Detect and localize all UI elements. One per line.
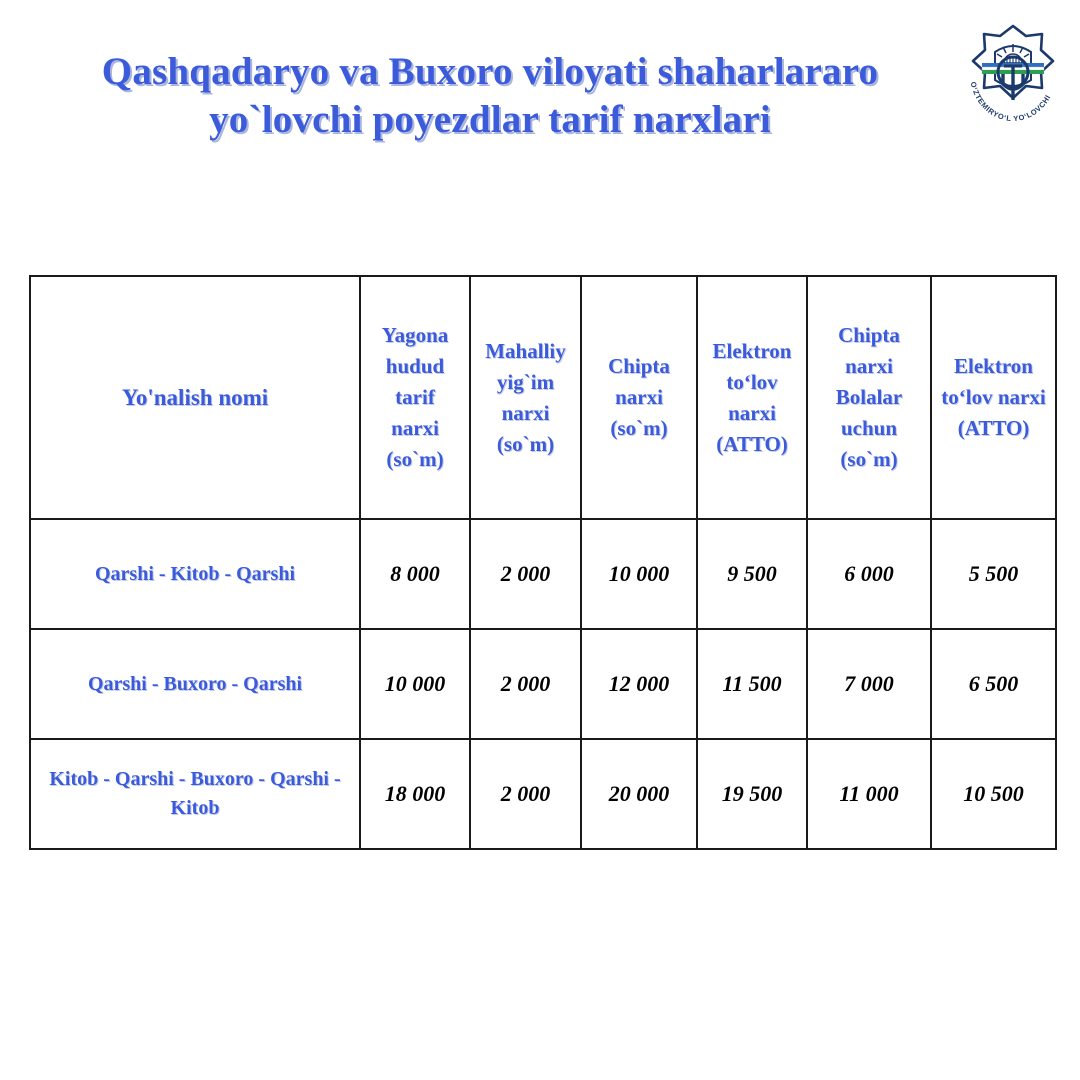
value-elektron-bolalar: 6 500 [931,629,1056,739]
route-name: Qarshi - Buxoro - Qarshi [30,629,360,739]
col-header-elektron2-l2: to‘lov narxi [941,385,1046,409]
col-header-elektron-tolov-atto [697,276,807,519]
table-body [30,519,1056,849]
svg-text:O‘ZTEMIRYO‘L YO‘LOVCHI: O‘ZTEMIRYO‘L YO‘LOVCHI [968,80,1053,124]
value-chipta-narxi: 12 000 [581,629,697,739]
value-elektron-tolov: 9 500 [697,519,807,629]
uzbekistan-railways-logo [960,16,1066,128]
value-mahalliy-yigim: 2 000 [470,629,581,739]
table-header [30,276,1056,519]
col-header-bolalar-l2: narxi [845,354,893,378]
col-header-elektron2-l3: (ATTO) [957,416,1030,440]
col-header-mahalliy-l4: (so`m) [496,431,555,456]
page-title-line-2: yo`lovchi poyezdlar tarif narxlari [209,98,771,141]
col-header-yagona-l1: Yagona [381,323,449,347]
col-header-elektron-bolalar-atto [931,276,1056,519]
value-chipta-narxi: 20 000 [581,739,697,849]
col-header-elektron-l4: (ATTO) [716,431,788,456]
col-header-chipta-l2: narxi [615,385,663,409]
col-header-yagona-l5: (so`m) [386,447,444,471]
col-header-bolalar-l4: uchun [840,416,898,440]
page-title-line-1: Qashqadaryo va Buxoro viloyati shaharlararo [101,50,879,93]
page-title [40,48,940,144]
col-header-mahalliy-l2: yig`im [496,369,555,394]
value-chipta-narxi: 10 000 [581,519,697,629]
col-header-mahalliy-l3: narxi [501,400,550,425]
value-elektron-tolov: 11 500 [697,629,807,739]
col-header-mahalliy-yigim [470,276,581,519]
col-header-yagona-l3: tarif [395,385,435,409]
col-header-yagona-l2: hudud [385,354,445,378]
table-row [30,629,1056,739]
col-header-elektron2-l1: Elektron [954,354,1033,378]
value-chipta-bolalar: 11 000 [807,739,931,849]
col-header-chipta-l1: Chipta [608,354,670,378]
value-yagona-hudud-tarif: 18 000 [360,739,470,849]
value-elektron-bolalar: 5 500 [931,519,1056,629]
col-header-elektron-l1: Elektron [712,338,792,363]
table-header-row [30,276,1056,519]
value-mahalliy-yigim: 2 000 [470,519,581,629]
col-header-bolalar-l1: Chipta [838,323,900,347]
value-mahalliy-yigim: 2 000 [470,739,581,849]
col-header-yagona-l4: narxi [391,416,439,440]
col-header-bolalar-l5: (so`m) [840,447,898,471]
col-header-route [30,276,360,519]
col-header-elektron-l3: narxi [728,400,776,425]
value-yagona-hudud-tarif: 10 000 [360,629,470,739]
value-yagona-hudud-tarif: 8 000 [360,519,470,629]
value-chipta-bolalar: 7 000 [807,629,931,739]
col-header-bolalar-l3: Bolalar [835,385,903,409]
col-header-route-l1: Yo'nalish nomi [121,385,269,410]
route-name: Qarshi - Kitob - Qarshi [30,519,360,629]
table-row [30,519,1056,629]
col-header-chipta-l3: (so`m) [610,416,668,440]
col-header-chipta-bolalar [807,276,931,519]
col-header-yagona-hudud-tarif [360,276,470,519]
route-name: Kitob - Qarshi - Buxoro - Qarshi - Kitob [30,739,360,849]
value-elektron-tolov: 19 500 [697,739,807,849]
tariff-table [29,275,1057,850]
table-row [30,739,1056,849]
col-header-chipta-narxi [581,276,697,519]
value-elektron-bolalar: 10 500 [931,739,1056,849]
page-header [0,0,1080,180]
col-header-mahalliy-l1: Mahalliy [485,338,566,363]
col-header-elektron-l2: to‘lov [726,369,778,394]
value-chipta-bolalar: 6 000 [807,519,931,629]
